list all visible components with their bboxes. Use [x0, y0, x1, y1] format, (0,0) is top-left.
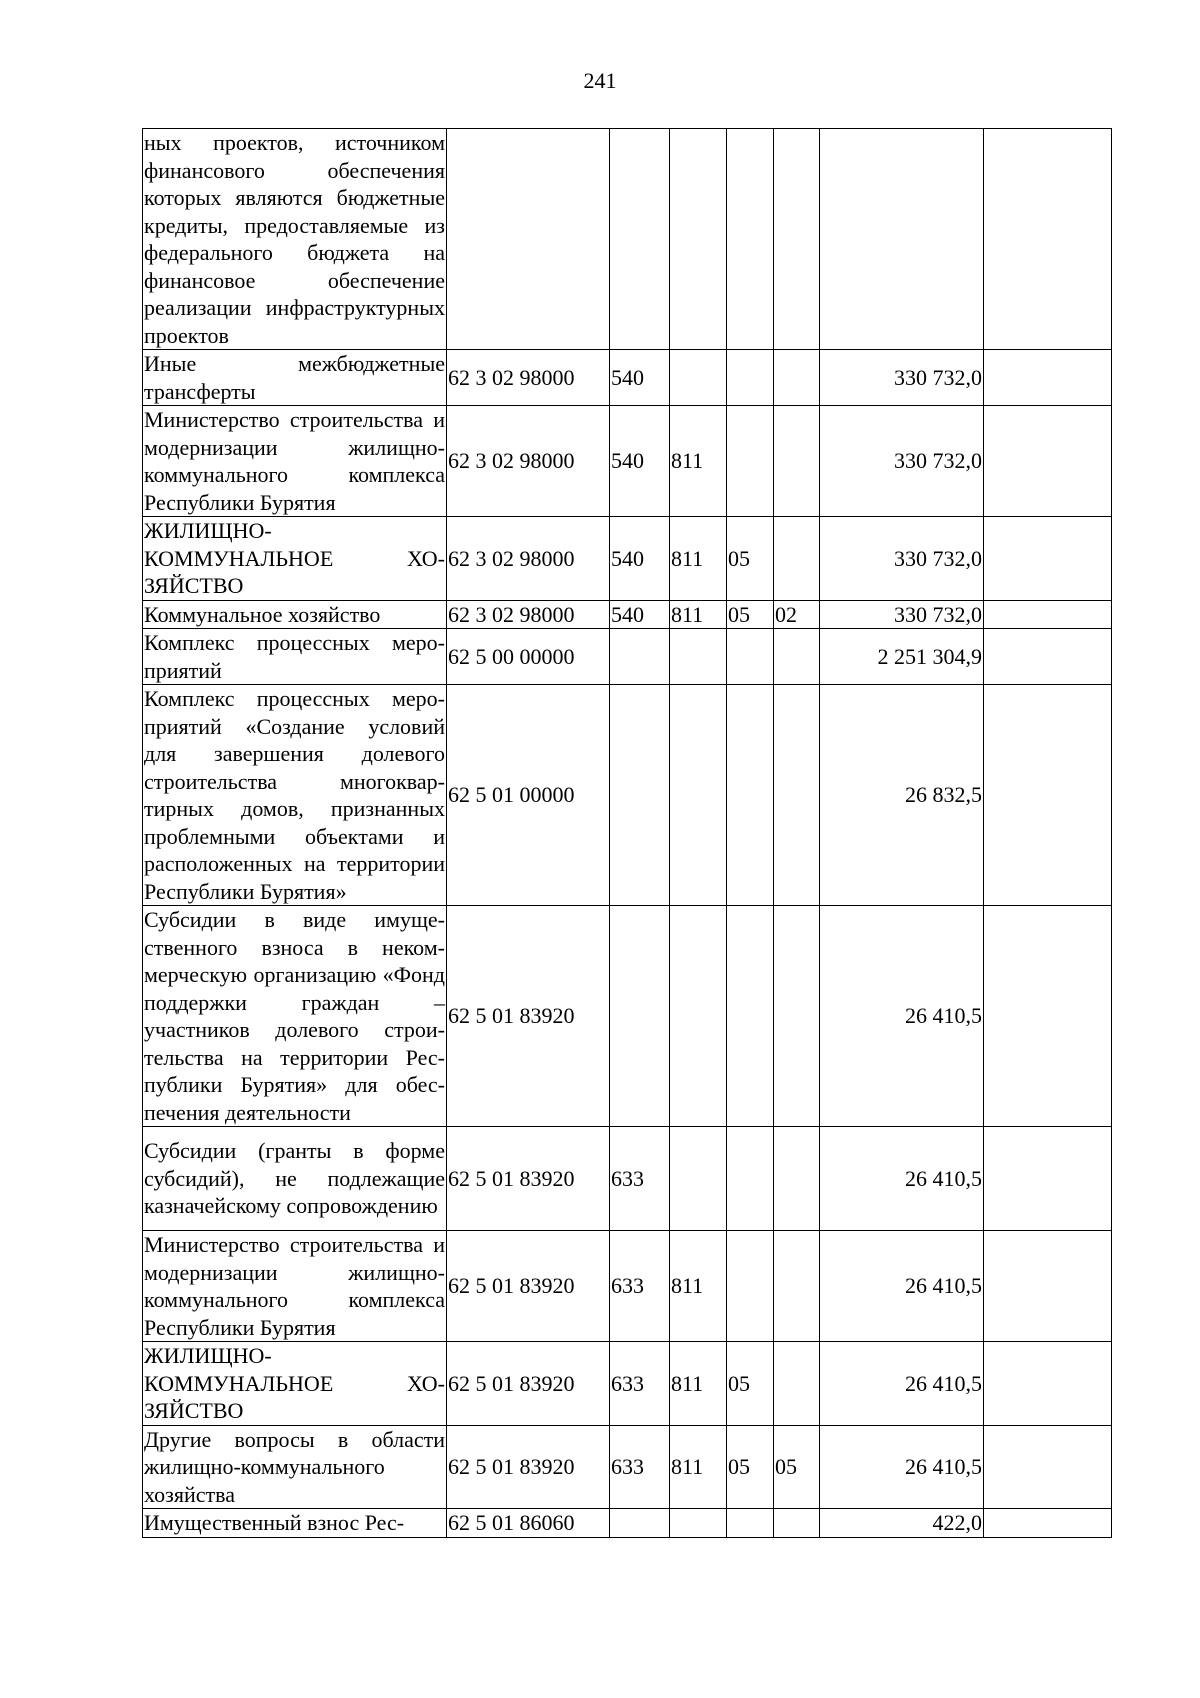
table-row	[143, 1342, 1112, 1426]
row-name: Субсидии в виде имущественного взноса в некоммерческую организацию «Фонд поддержки граждан – участников долевого строительства на территории Республики Бурятия» для обеспечения деятельности	[144, 907, 445, 1125]
expense-type-code: 540	[610, 600, 670, 629]
ministry-code	[670, 350, 727, 406]
target-article-code: 62 3 02 98000	[447, 350, 610, 406]
table-row	[143, 600, 1112, 629]
ministry-code: 811	[670, 1425, 727, 1509]
expense-type-code: 540	[610, 517, 670, 601]
amount: 330 732,0	[820, 406, 984, 517]
amount: 330 732,0	[820, 600, 984, 629]
section-code: 05	[727, 517, 774, 601]
section-code	[727, 906, 774, 1127]
target-article-code: 62 5 01 86060	[447, 1509, 610, 1538]
subsection-code: 05	[774, 1425, 820, 1509]
amount: 422,0	[820, 1509, 984, 1538]
section-code	[727, 685, 774, 906]
amount	[820, 129, 984, 350]
amount: 330 732,0	[820, 517, 984, 601]
target-article-code: 62 5 01 83920	[447, 1342, 610, 1426]
target-article-code: 62 3 02 98000	[447, 600, 610, 629]
row-name: Министерство строительства и модернизации жилищно-коммунального комплекса Республики Бурятия	[144, 1232, 445, 1340]
row-name: Комплекс процессных мероприятий	[144, 630, 445, 683]
expense-type-code	[610, 1509, 670, 1538]
row-name: Министерство строительства и модернизации жилищно-коммунального комплекса Республики Бурятия	[144, 407, 445, 515]
table-row	[143, 1509, 1112, 1538]
extra-column	[984, 1509, 1112, 1538]
expense-type-code	[610, 906, 670, 1127]
expense-type-code	[610, 129, 670, 350]
table-row	[143, 350, 1112, 406]
table-row	[143, 906, 1112, 1127]
target-article-code: 62 5 00 00000	[447, 629, 610, 685]
subsection-code	[774, 629, 820, 685]
amount: 26 410,5	[820, 906, 984, 1127]
row-name: Субсидии (гранты в форме субсидий), не подлежащие казначейскому сопровождению	[143, 1127, 447, 1231]
expense-type-code: 633	[610, 1127, 670, 1231]
amount: 26 410,5	[820, 1127, 984, 1231]
ministry-code	[670, 685, 727, 906]
budget-table	[142, 128, 1112, 1538]
target-article-code: 62 5 01 83920	[447, 906, 610, 1127]
ministry-code: 811	[670, 406, 727, 517]
extra-column	[984, 406, 1112, 517]
table-body	[143, 129, 1112, 1538]
ministry-code	[670, 1509, 727, 1538]
subsection-code	[774, 906, 820, 1127]
section-code: 05	[727, 600, 774, 629]
subsection-code	[774, 1231, 820, 1342]
extra-column	[984, 1425, 1112, 1509]
subsection-code: 02	[774, 600, 820, 629]
section-code: 05	[727, 1425, 774, 1509]
expense-type-code	[610, 685, 670, 906]
expense-type-code: 633	[610, 1231, 670, 1342]
table-row	[143, 1231, 1112, 1342]
subsection-code	[774, 685, 820, 906]
section-code	[727, 1231, 774, 1342]
ministry-code	[670, 629, 727, 685]
table-row	[143, 629, 1112, 685]
row-name: Иные межбюджетные трансферты	[144, 351, 445, 404]
extra-column	[984, 517, 1112, 601]
amount: 2 251 304,9	[820, 629, 984, 685]
ministry-code: 811	[670, 1231, 727, 1342]
ministry-code: 811	[670, 600, 727, 629]
extra-column	[984, 1127, 1112, 1231]
amount: 26 410,5	[820, 1425, 984, 1509]
section-code	[727, 129, 774, 350]
extra-column	[984, 1231, 1112, 1342]
extra-column	[984, 629, 1112, 685]
target-article-code: 62 5 01 00000	[447, 685, 610, 906]
expense-type-code: 540	[610, 350, 670, 406]
expense-type-code: 540	[610, 406, 670, 517]
expense-type-code: 633	[610, 1342, 670, 1426]
amount: 26 410,5	[820, 1342, 984, 1426]
section-code: 05	[727, 1342, 774, 1426]
target-article-code: 62 5 01 83920	[447, 1231, 610, 1342]
table-row	[143, 1425, 1112, 1509]
row-name: Комплекс процессных мероприятий «Создание условий для завершения долевого строительства многоквартирных домов, признанных проблемными объектами и расположенных на территории Республики Бурятия»	[144, 686, 445, 904]
target-article-code: 62 3 02 98000	[447, 406, 610, 517]
page-number: 241	[583, 68, 617, 93]
extra-column	[984, 1342, 1112, 1426]
row-name: ЖИЛИЩНО-КОММУНАЛЬНОЕ ХОЗЯЙСТВО	[144, 1343, 445, 1423]
ministry-code: 811	[670, 517, 727, 601]
subsection-code	[774, 1342, 820, 1426]
amount: 26 410,5	[820, 1231, 984, 1342]
table-row	[143, 1127, 1112, 1231]
section-code	[727, 406, 774, 517]
subsection-code	[774, 1509, 820, 1538]
target-article-code	[447, 129, 610, 350]
extra-column	[984, 129, 1112, 350]
ministry-code	[670, 129, 727, 350]
expense-type-code	[610, 629, 670, 685]
table-row	[143, 406, 1112, 517]
ministry-code	[670, 906, 727, 1127]
section-code	[727, 350, 774, 406]
row-name: Коммунальное хозяйство	[143, 600, 447, 629]
table-row	[143, 517, 1112, 601]
table-row	[143, 685, 1112, 906]
ministry-code: 811	[670, 1342, 727, 1426]
target-article-code: 62 5 01 83920	[447, 1425, 610, 1509]
section-code	[727, 1509, 774, 1538]
row-name: ных проектов, источником финансового обеспечения которых являются бюджетные кредиты, предоставляемые из федерального бюджета на финансовое обеспечение реализации инфраструктурных проектов	[144, 130, 445, 348]
target-article-code: 62 5 01 83920	[447, 1127, 610, 1231]
extra-column	[984, 600, 1112, 629]
subsection-code	[774, 129, 820, 350]
subsection-code	[774, 350, 820, 406]
table-row	[143, 129, 1112, 350]
subsection-code	[774, 517, 820, 601]
row-name: Имущественный взнос Рес-	[143, 1509, 447, 1538]
amount: 330 732,0	[820, 350, 984, 406]
row-name: Другие вопросы в области жилищно-коммунального хозяйства	[144, 1426, 445, 1507]
expense-type-code: 633	[610, 1425, 670, 1509]
row-name: ЖИЛИЩНО-КОММУНАЛЬНОЕ ХОЗЯЙСТВО	[144, 518, 445, 598]
target-article-code: 62 3 02 98000	[447, 517, 610, 601]
amount: 26 832,5	[820, 685, 984, 906]
ministry-code	[670, 1127, 727, 1231]
subsection-code	[774, 1127, 820, 1231]
extra-column	[984, 685, 1112, 906]
section-code	[727, 629, 774, 685]
subsection-code	[774, 406, 820, 517]
section-code	[727, 1127, 774, 1231]
extra-column	[984, 350, 1112, 406]
extra-column	[984, 906, 1112, 1127]
